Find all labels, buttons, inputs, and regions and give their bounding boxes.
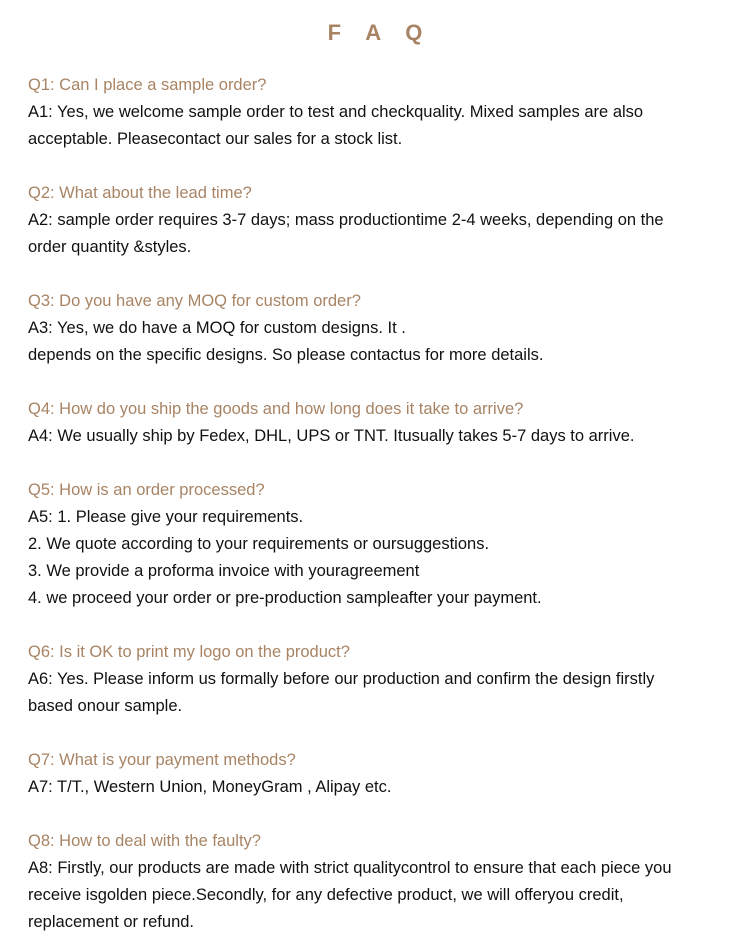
faq-question: Q6: Is it OK to print my logo on the product?	[28, 643, 350, 661]
faq-answer-line: based onour sample.	[28, 697, 183, 715]
faq-answer-line: receive isgolden piece.Secondly, for any defective product, we will offeryou credit,	[28, 886, 624, 904]
faq-answer-line: A3: Yes, we do have a MOQ for custom designs. It .	[28, 319, 406, 337]
faq-answer-line: 2. We quote according to your requirements or oursuggestions.	[28, 535, 490, 553]
faq-item	[28, 828, 750, 936]
faq-item	[28, 639, 750, 720]
faq-answer-line: A7: T/T., Western Union, MoneyGram , Alipay etc.	[28, 778, 392, 796]
faq-answer-line: A5: 1. Please give your requirements.	[28, 508, 304, 526]
faq-answer-line: A1: Yes, we welcome sample order to test and checkquality. Mixed samples are also	[28, 103, 644, 121]
faq-item	[28, 72, 750, 153]
faq-answer-line: A8: Firstly, our products are made with strict qualitycontrol to ensure that each piece you	[28, 859, 672, 877]
faq-item	[28, 396, 750, 450]
faq-item	[28, 747, 750, 801]
faq-answer-line: depends on the specific designs. So please contactus for more details.	[28, 346, 544, 364]
faq-question: Q4: How do you ship the goods and how long does it take to arrive?	[28, 400, 524, 418]
faq-question: Q1: Can I place a sample order?	[28, 76, 267, 94]
faq-answer-line: replacement or refund.	[28, 913, 195, 931]
faq-question: Q3: Do you have any MOQ for custom order?	[28, 292, 361, 310]
faq-item	[28, 288, 750, 369]
faq-question: Q2: What about the lead time?	[28, 184, 252, 202]
faq-list	[0, 72, 750, 936]
faq-answer-line: order quantity &styles.	[28, 238, 192, 256]
faq-header	[0, 0, 750, 72]
faq-item	[28, 477, 750, 612]
title-letter: Q	[405, 20, 423, 45]
title-letter: A	[365, 20, 382, 45]
faq-answer-line: 3. We provide a proforma invoice with youragreement	[28, 562, 420, 580]
faq-answer-line: A4: We usually ship by Fedex, DHL, UPS or TNT. Itusually takes 5-7 days to arrive.	[28, 427, 635, 445]
faq-question: Q7: What is your payment methods?	[28, 751, 296, 769]
faq-item	[28, 180, 750, 261]
faq-answer-line: A6: Yes. Please inform us formally before our production and confirm the design firstly	[28, 670, 655, 688]
faq-title	[0, 20, 750, 46]
faq-answer-line: acceptable. Pleasecontact our sales for a stock list.	[28, 130, 403, 148]
faq-answer-line: A2: sample order requires 3-7 days; mass productiontime 2-4 weeks, depending on the	[28, 211, 664, 229]
title-letter: F	[327, 20, 342, 45]
faq-question: Q8: How to deal with the faulty?	[28, 832, 261, 850]
faq-answer-line: 4. we proceed your order or pre-production sampleafter your payment.	[28, 589, 542, 607]
faq-question: Q5: How is an order processed?	[28, 481, 265, 499]
